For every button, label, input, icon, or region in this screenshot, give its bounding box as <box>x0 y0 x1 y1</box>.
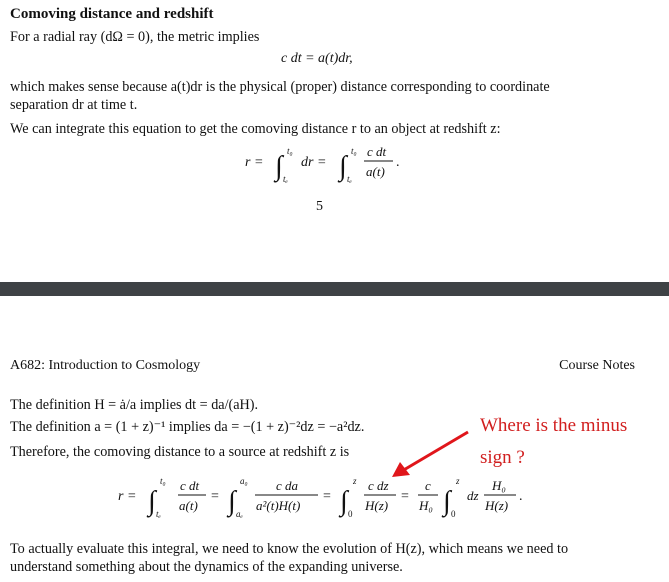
eq2-int2-upper: t₀ <box>351 146 357 156</box>
definition-hubble: The definition H = ȧ/a implies dt = da/(aH). <box>10 397 259 413</box>
eq3-lhs: r = <box>118 489 137 504</box>
eq3-end: . <box>519 489 523 504</box>
eq3-f3-denominator: H(z) <box>365 498 389 513</box>
eq3-f4-numerator: c <box>425 478 431 493</box>
eq3-equals-c: = <box>401 489 409 504</box>
eq3-equals-b: = <box>323 489 331 504</box>
eq2-frac-denominator: a(t) <box>366 164 385 179</box>
integral-sign: ∫ <box>339 151 347 182</box>
eq3-f1-numerator: c dt <box>180 478 200 493</box>
integral-sign: ∫ <box>340 486 348 517</box>
equation-comoving-integral <box>245 140 415 190</box>
page-number: 5 <box>316 199 323 214</box>
integral-sign: ∫ <box>148 486 156 517</box>
eq3-f5-numerator: H₀ <box>492 478 506 493</box>
eq2-int1-body: dr = <box>301 155 327 170</box>
paragraph-evaluate-line1: To actually evaluate this integral, we need to know the evolution of H(z), which means we need to <box>10 541 569 557</box>
eq2-int1-upper: t₀ <box>287 146 293 156</box>
eq3-f2-denominator: a²(t)H(t) <box>256 498 301 513</box>
eq2-end: . <box>396 155 400 170</box>
integral-sign: ∫ <box>443 486 451 517</box>
eq3-i2-upper: a₀ <box>240 476 248 486</box>
page-5-excerpt <box>0 0 669 282</box>
paragraph-radial-ray: For a radial ray (dΩ = 0), the metric implies <box>10 29 260 45</box>
definition-scale-factor: The definition a = (1 + z)⁻¹ implies da = −(1 + z)⁻²dz = −a²dz. <box>10 419 365 435</box>
running-header-course: A682: Introduction to Cosmology <box>10 358 201 373</box>
eq2-lhs: r = <box>245 155 264 170</box>
eq3-i2-lower: aₑ <box>236 509 243 519</box>
eq3-f3-numerator: c dz <box>368 478 389 493</box>
eq3-i3-lower: 0 <box>348 509 353 519</box>
eq3-i4-differential: dz <box>467 488 479 503</box>
integral-sign: ∫ <box>228 486 236 517</box>
eq2-frac-numerator: c dt <box>367 144 387 159</box>
page-divider <box>0 282 669 296</box>
paragraph-proper-distance-line2: separation dr at time t. <box>10 97 138 113</box>
integral-sign: ∫ <box>275 151 283 182</box>
annotation-line2: sign ? <box>480 447 525 468</box>
annotation-note <box>480 410 655 474</box>
eq2-int2-lower: tₑ <box>347 174 352 184</box>
section-heading: Comoving distance and redshift <box>10 6 214 22</box>
paragraph-proper-distance-line1: which makes sense because a(t)dr is the physical (proper) distance corresponding to coordinate <box>10 79 550 95</box>
eq3-i1-upper: t₀ <box>160 476 166 486</box>
eq3-equals-a: = <box>211 489 219 504</box>
annotation-arrow-icon <box>380 425 480 485</box>
eq3-i4-lower: 0 <box>451 509 456 519</box>
paragraph-therefore: Therefore, the comoving distance to a source at redshift z is <box>10 444 350 460</box>
equation-metric: c dt = a(t)dr, <box>281 51 353 66</box>
eq2-int1-lower: tₑ <box>283 174 288 184</box>
paragraph-evaluate-line2: understand something about the dynamics of the expanding universe. <box>10 559 403 575</box>
annotation-line1: Where is the minus <box>480 415 628 436</box>
eq3-f1-denominator: a(t) <box>179 498 198 513</box>
eq3-f4-denominator: H₀ <box>419 498 433 513</box>
eq3-i1-lower: tₑ <box>156 509 161 519</box>
eq3-i3-upper: z <box>353 476 357 486</box>
paragraph-integrate: We can integrate this equation to get the comoving distance r to an object at redshift z: <box>10 121 501 137</box>
running-header-notes: Course Notes <box>559 358 635 373</box>
eq3-f2-numerator: c da <box>276 478 299 493</box>
eq3-f5-denominator: H(z) <box>485 498 509 513</box>
eq3-i4-upper: z <box>456 476 460 486</box>
